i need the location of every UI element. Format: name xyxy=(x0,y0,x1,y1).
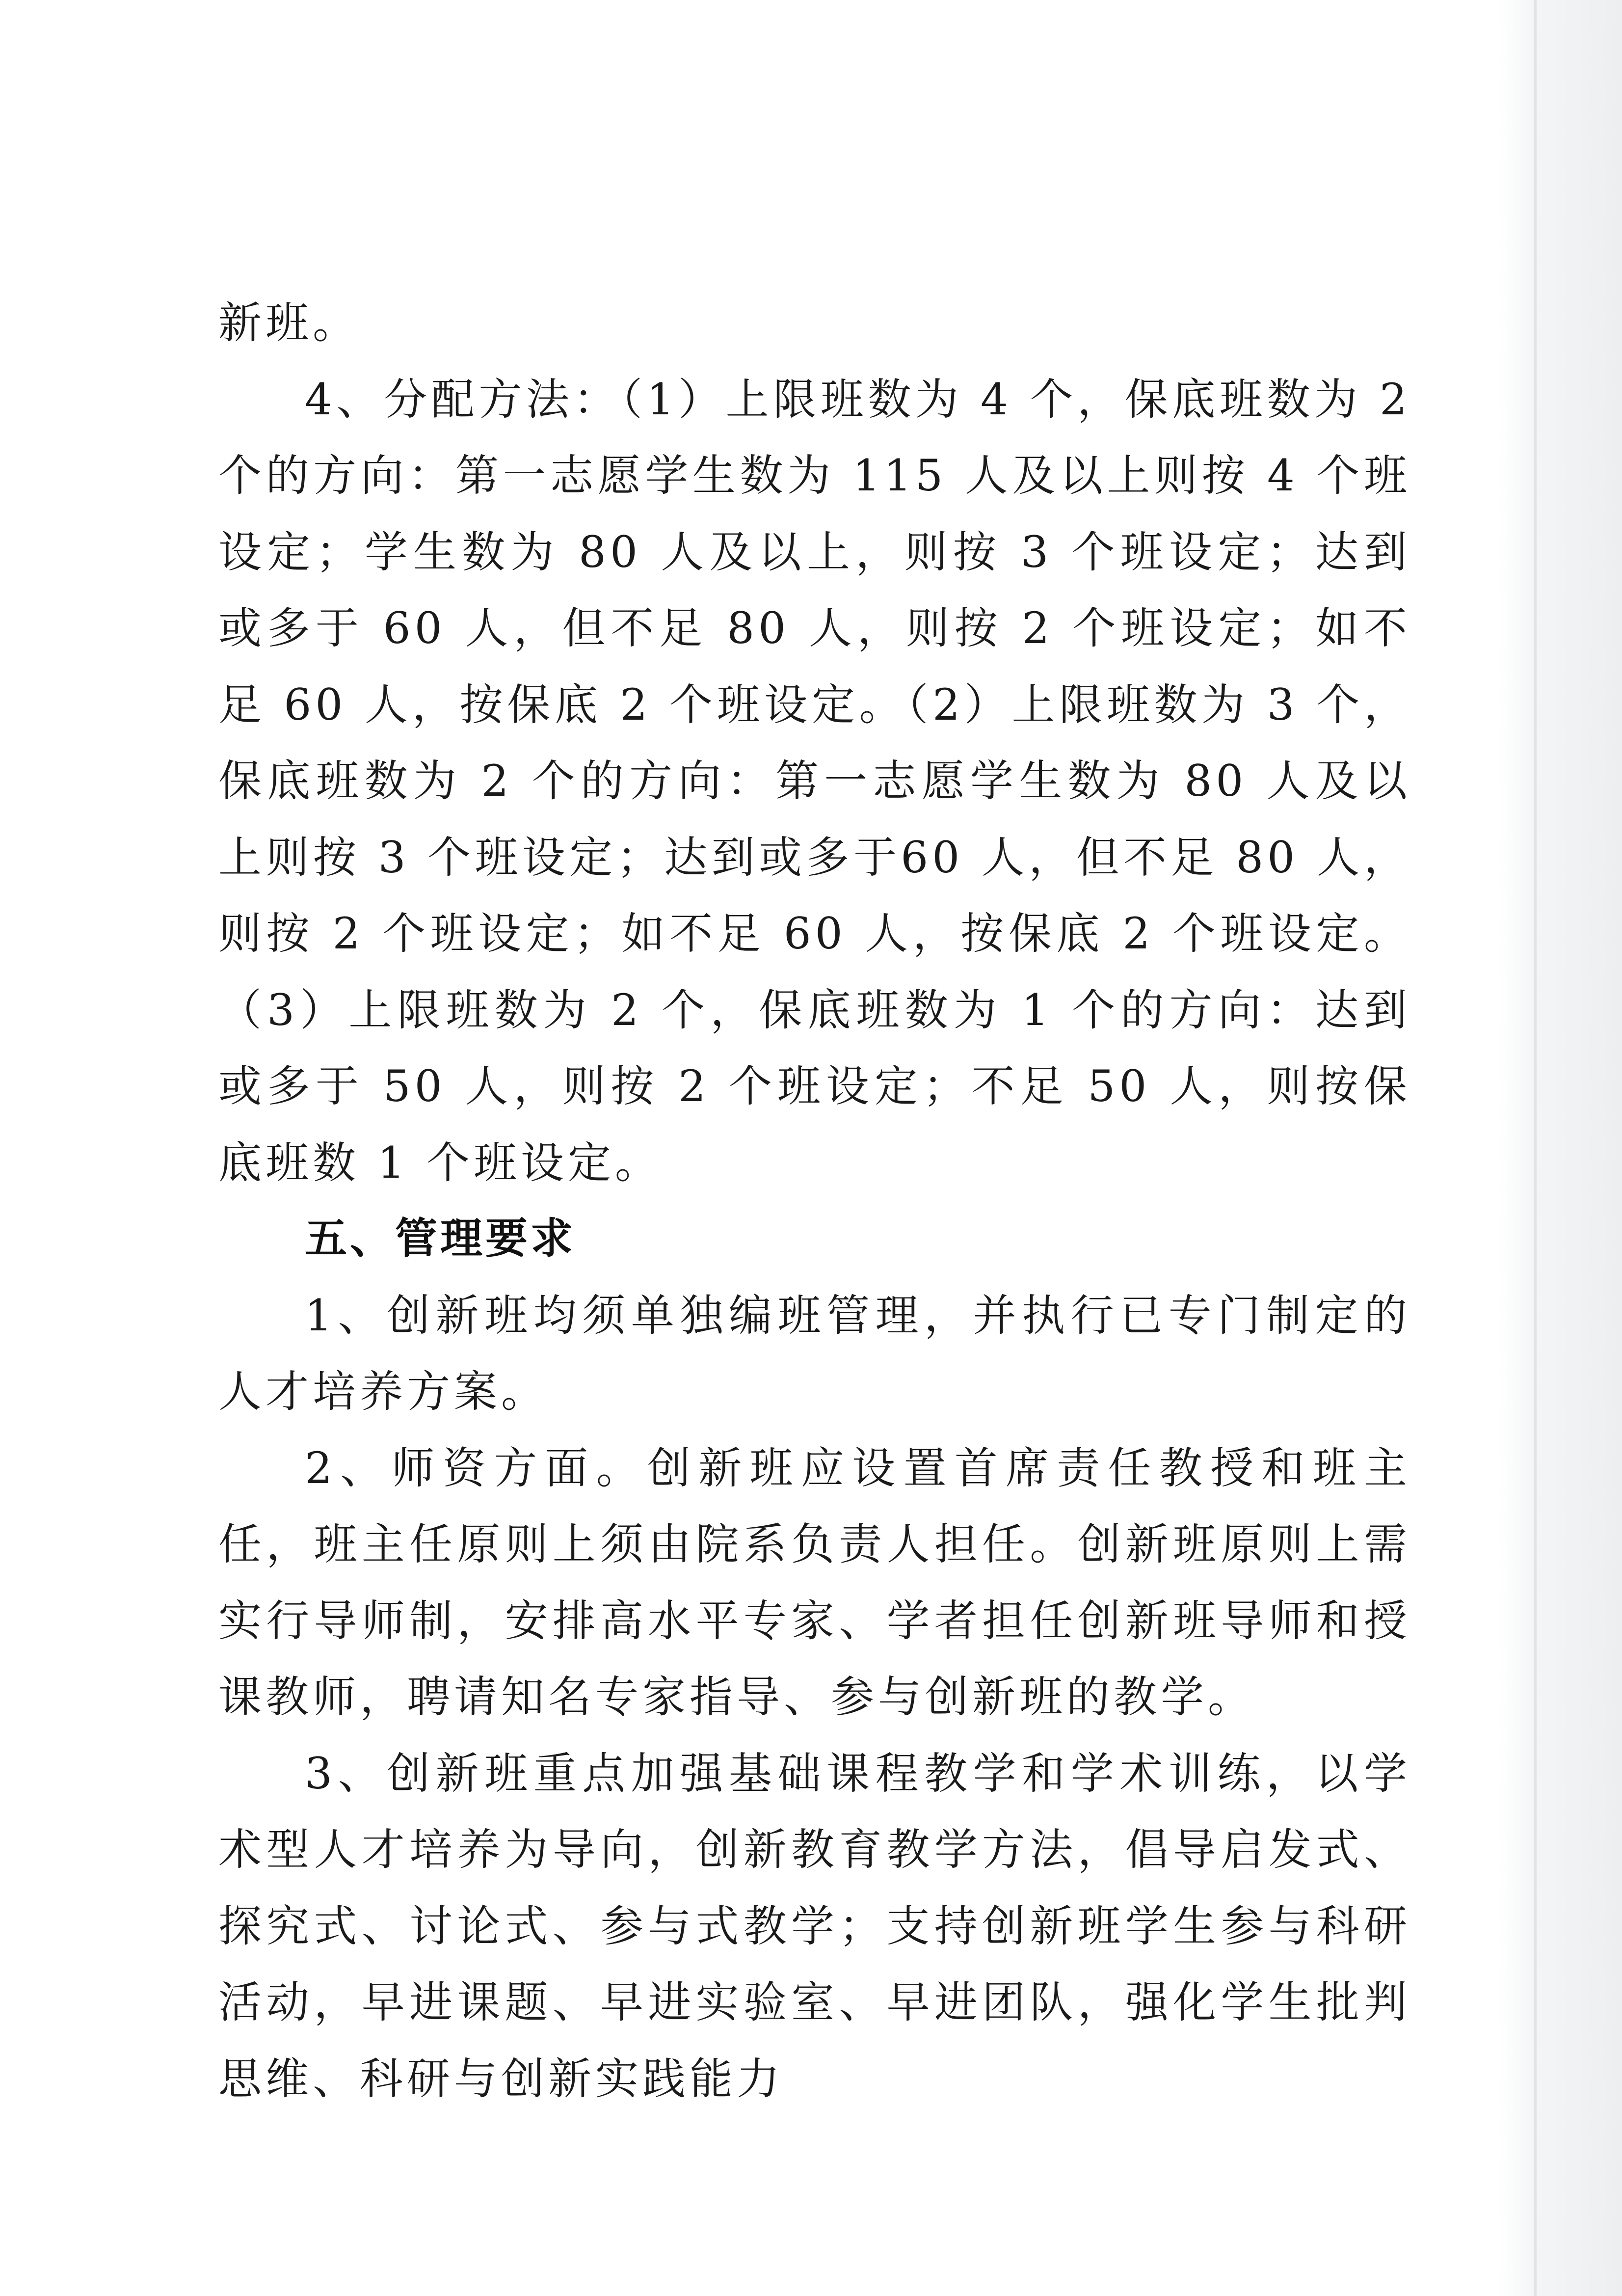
page-edge-shadow xyxy=(1499,0,1622,2296)
paragraph-allocation-method: 4、分配方法：（1）上限班数为 4 个，保底班数为 2 个的方向：第一志愿学生数为 115 人及以上则按 4 个班设定；学生数为 80 人及以上，则按 3 个班设定；达到或多于 60 人，但不足 80 人，则按 2 个班设定；如不足 60 人，按保底 2 个班设定。（2）上限班数为 3 个，保底班数为 2 个的方向：第一志愿学生数为 80 人及以上则按 3 个班设定；达到或多于60 人，但不足 80 人，则按 2 个班设定；如不足 60 人，按保底 2 个班设定。（3）上限班数为 2 个，保底班数为 1 个的方向：达到或多于 50 人，则按 2 个班设定；不足 50 人，则按保底班数 1 个班设定。 xyxy=(218,374,1411,1188)
paragraph-requirement-2: 2、师资方面。创新班应设置首席责任教授和班主任，班主任原则上须由院系负责人担任。创新班原则上需实行导师制，安排高水平专家、学者担任创新班导师和授课教师，聘请知名专家指导、参与创新班的教学。 xyxy=(218,1442,1411,1722)
paragraph-requirement-1: 1、创新班均须单独编班管理，并执行已专门制定的人才培养方案。 xyxy=(218,1290,1411,1417)
paragraph-requirement-3: 3、创新班重点加强基础课程教学和学术训练，以学术型人才培养为导向，创新教育教学方法，倡导启发式、探究式、讨论式、参与式教学；支持创新班学生参与科研活动，早进课题、早进实验室、早进团队，强化学生批判思维、科研与创新实践能力 xyxy=(218,1748,1411,2104)
document-body xyxy=(218,285,1411,2117)
section-heading-management: 五、管理要求 xyxy=(305,1214,576,1263)
paragraph-continuation: 新班。 xyxy=(218,297,360,348)
